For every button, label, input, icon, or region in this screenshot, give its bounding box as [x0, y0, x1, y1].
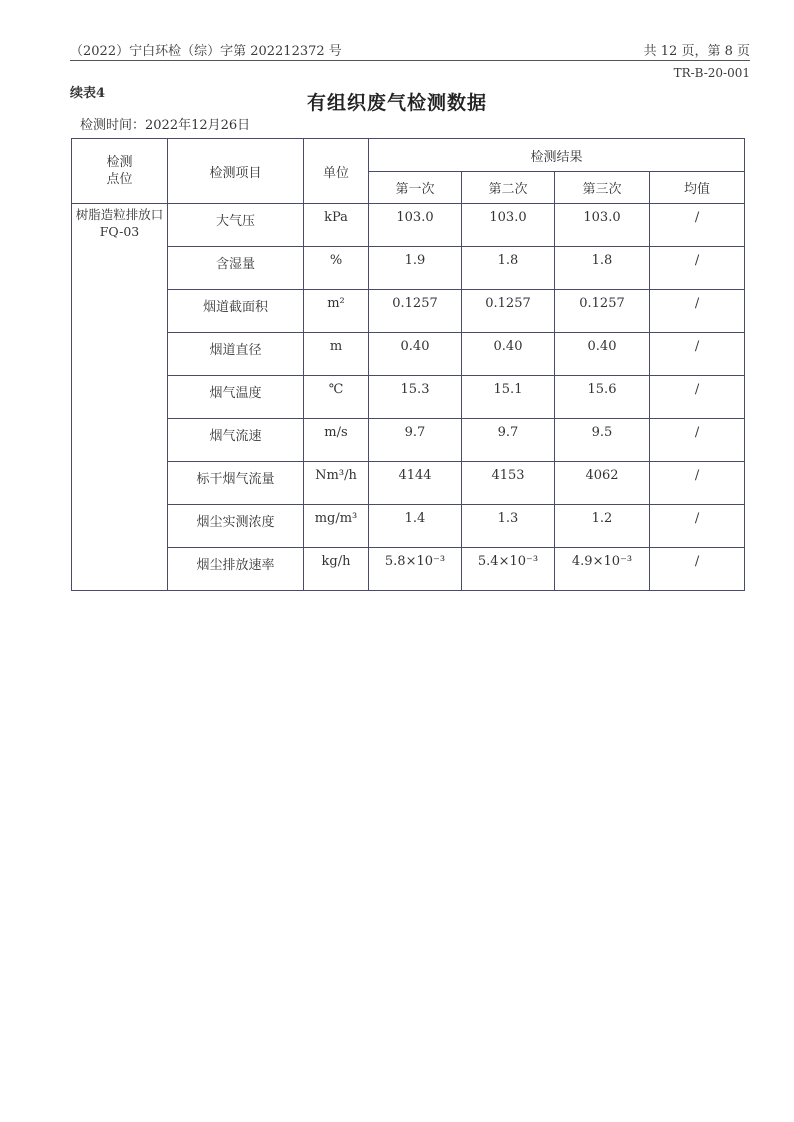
result-3-cell: 4062 — [555, 462, 650, 505]
item-cell: 大气压 — [168, 204, 304, 247]
item-cell: 烟道直径 — [168, 333, 304, 376]
unit-cell: ℃ — [304, 376, 369, 419]
result-1-cell: 5.8×10⁻³ — [369, 548, 462, 591]
table-row — [72, 247, 745, 290]
average-cell: / — [650, 376, 745, 419]
result-3-cell: 15.6 — [555, 376, 650, 419]
result-2-cell: 5.4×10⁻³ — [462, 548, 555, 591]
result-3-cell: 103.0 — [555, 204, 650, 247]
table-row — [72, 462, 745, 505]
table-row — [72, 290, 745, 333]
item-cell: 标干烟气流量 — [168, 462, 304, 505]
form-code: TR-B-20-001 — [673, 66, 750, 80]
average-cell: / — [650, 462, 745, 505]
result-3-cell: 0.40 — [555, 333, 650, 376]
unit-cell: m² — [304, 290, 369, 333]
page-title: 有组织废气检测数据 — [306, 92, 487, 114]
result-1-cell: 9.7 — [369, 419, 462, 462]
result-3-cell: 9.5 — [555, 419, 650, 462]
header-first: 第一次 — [369, 172, 462, 204]
unit-cell: % — [304, 247, 369, 290]
result-2-cell: 1.8 — [462, 247, 555, 290]
detect-date: 检测时间：2022年12月26日 — [80, 118, 251, 133]
item-cell: 烟道截面积 — [168, 290, 304, 333]
result-1-cell: 0.40 — [369, 333, 462, 376]
average-cell: / — [650, 548, 745, 591]
average-cell: / — [650, 505, 745, 548]
page-info: 共 12 页，第 8 页 — [643, 44, 750, 59]
unit-cell: kg/h — [304, 548, 369, 591]
average-cell: / — [650, 247, 745, 290]
result-2-cell: 1.3 — [462, 505, 555, 548]
table-row — [72, 419, 745, 462]
table-row — [72, 376, 745, 419]
result-3-cell: 1.8 — [555, 247, 650, 290]
unit-cell: mg/m³ — [304, 505, 369, 548]
result-1-cell: 1.4 — [369, 505, 462, 548]
unit-cell: m/s — [304, 419, 369, 462]
result-1-cell: 0.1257 — [369, 290, 462, 333]
table-row — [72, 333, 745, 376]
header-second: 第二次 — [462, 172, 555, 204]
result-2-cell: 15.1 — [462, 376, 555, 419]
item-cell: 含湿量 — [168, 247, 304, 290]
result-2-cell: 9.7 — [462, 419, 555, 462]
item-cell: 烟气温度 — [168, 376, 304, 419]
continuation-label: 续表4 — [70, 86, 106, 101]
header-unit: 单位 — [304, 139, 369, 204]
result-3-cell: 4.9×10⁻³ — [555, 548, 650, 591]
average-cell: / — [650, 333, 745, 376]
table-row — [72, 505, 745, 548]
result-1-cell: 15.3 — [369, 376, 462, 419]
header-divider — [70, 60, 750, 61]
result-1-cell: 1.9 — [369, 247, 462, 290]
report-number: （2022）宁白环检（综）字第 202212372 号 — [70, 44, 342, 59]
average-cell: / — [650, 419, 745, 462]
unit-cell: m — [304, 333, 369, 376]
result-2-cell: 0.1257 — [462, 290, 555, 333]
table-row — [72, 548, 745, 591]
header-item: 检测项目 — [168, 139, 304, 204]
emission-data-table — [71, 138, 745, 591]
header-third: 第三次 — [555, 172, 650, 204]
item-cell: 烟气流速 — [168, 419, 304, 462]
result-3-cell: 0.1257 — [555, 290, 650, 333]
unit-cell: kPa — [304, 204, 369, 247]
table-row — [72, 204, 745, 247]
result-1-cell: 103.0 — [369, 204, 462, 247]
average-cell: / — [650, 204, 745, 247]
header-average: 均值 — [650, 172, 745, 204]
result-3-cell: 1.2 — [555, 505, 650, 548]
average-cell: / — [650, 290, 745, 333]
result-2-cell: 0.40 — [462, 333, 555, 376]
monitoring-point: 树脂造粒排放口 FQ-03 — [72, 204, 168, 591]
result-1-cell: 4144 — [369, 462, 462, 505]
header-results: 检测结果 — [369, 139, 745, 172]
item-cell: 烟尘实测浓度 — [168, 505, 304, 548]
result-2-cell: 4153 — [462, 462, 555, 505]
header-point: 检测 点位 — [72, 139, 168, 204]
item-cell: 烟尘排放速率 — [168, 548, 304, 591]
unit-cell: Nm³/h — [304, 462, 369, 505]
result-2-cell: 103.0 — [462, 204, 555, 247]
